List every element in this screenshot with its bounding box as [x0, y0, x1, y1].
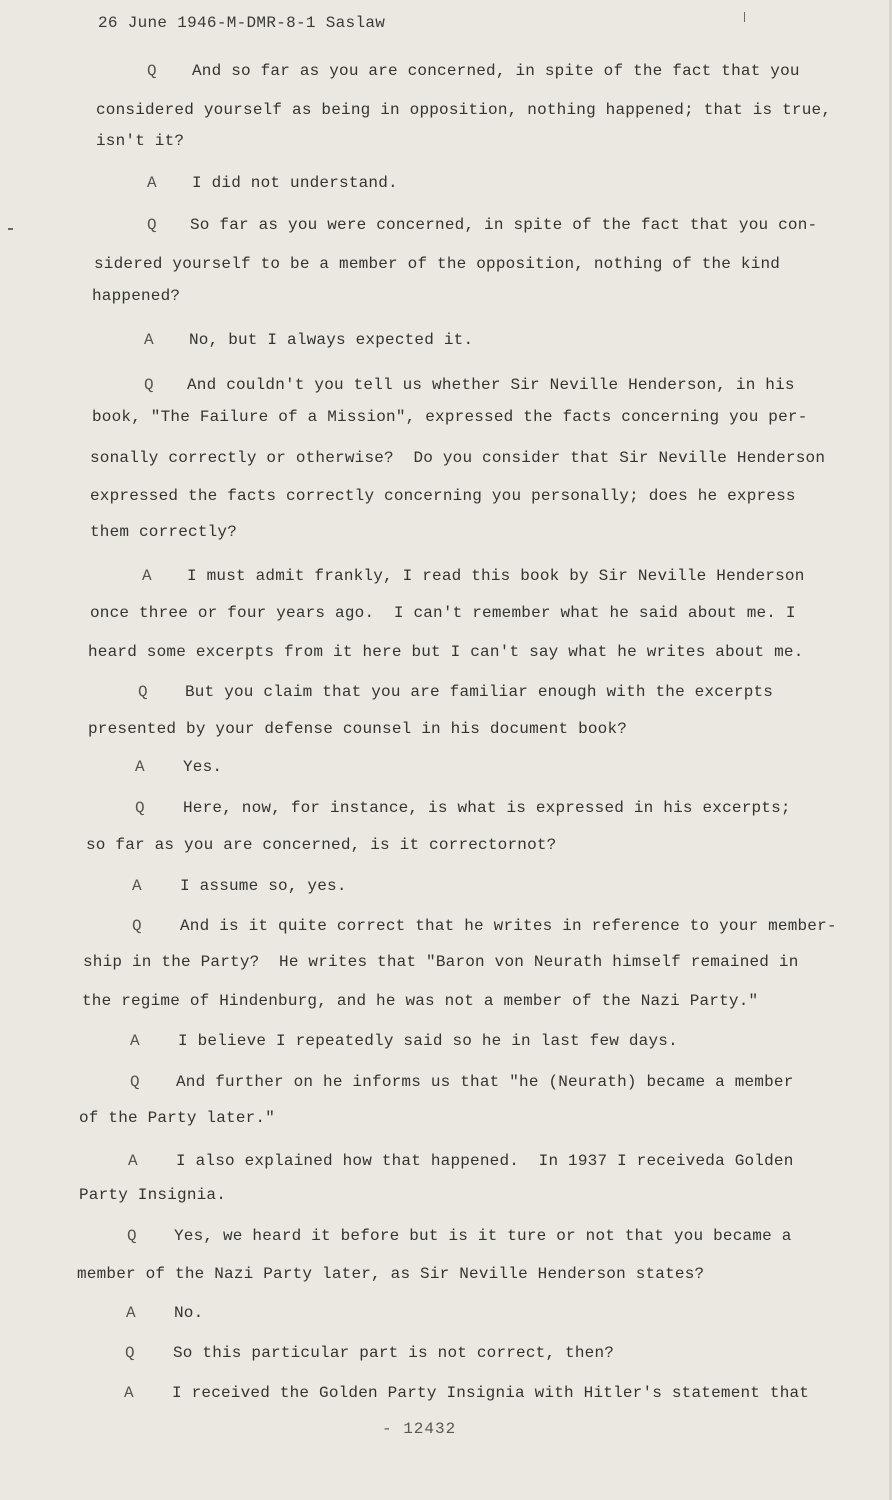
- transcript-line: I did not understand.: [192, 174, 398, 192]
- speaker-question-marker: Q: [144, 376, 154, 394]
- speaker-question-marker: Q: [147, 62, 157, 80]
- speaker-question-marker: Q: [127, 1227, 137, 1245]
- transcript-line: the regime of Hindenburg, and he was not a member of the Nazi Party.": [82, 992, 759, 1010]
- speaker-question-marker: Q: [125, 1344, 135, 1362]
- margin-mark-left: [8, 228, 13, 230]
- transcript-line: And so far as you are concerned, in spite of the fact that you: [192, 62, 800, 80]
- transcript-line: them correctly?: [90, 523, 238, 541]
- transcript-line: Party Insignia.: [79, 1186, 227, 1204]
- transcript-line: heard some excerpts from it here but I can't say what he writes about me.: [88, 643, 804, 661]
- transcript-line: happened?: [92, 287, 181, 305]
- transcript-line: Here, now, for instance, is what is expressed in his excerpts;: [183, 799, 791, 817]
- speaker-question-marker: Q: [147, 216, 157, 234]
- transcript-line: presented by your defense counsel in his document book?: [88, 720, 628, 738]
- transcript-line: Yes, we heard it before but is it ture or not that you became a: [174, 1227, 792, 1245]
- page-header: 26 June 1946-M-DMR-8-1 Saslaw: [98, 14, 386, 32]
- margin-mark-top: [744, 12, 745, 22]
- transcript-line: So this particular part is not correct, then?: [173, 1344, 615, 1362]
- transcript-line: book, "The Failure of a Mission", expressed the facts concerning you per-: [92, 408, 808, 426]
- transcript-line: ship in the Party? He writes that "Baron von Neurath himself remained in: [83, 953, 799, 971]
- transcript-line: of the Party later.": [79, 1109, 276, 1127]
- transcript-line: so far as you are concerned, is it correctornot?: [86, 836, 557, 854]
- speaker-question-marker: Q: [138, 683, 148, 701]
- transcript-line: So far as you were concerned, in spite of the fact that you con-: [190, 216, 818, 234]
- speaker-answer-marker: A: [130, 1032, 140, 1050]
- transcript-line: considered yourself as being in opposition, nothing happened; that is true,: [96, 101, 832, 119]
- speaker-answer-marker: A: [144, 331, 154, 349]
- speaker-answer-marker: A: [142, 567, 152, 585]
- transcript-line: I assume so, yes.: [180, 877, 347, 895]
- transcript-line: member of the Nazi Party later, as Sir Neville Henderson states?: [77, 1265, 705, 1283]
- transcript-line: And is it quite correct that he writes in reference to your member-: [180, 917, 837, 935]
- transcript-line: And further on he informs us that "he (Neurath) became a member: [176, 1073, 794, 1091]
- transcript-line: once three or four years ago. I can't remember what he said about me. I: [90, 604, 796, 622]
- transcript-line: sonally correctly or otherwise? Do you consider that Sir Neville Henderson: [90, 449, 826, 467]
- speaker-question-marker: Q: [132, 917, 142, 935]
- transcript-line: I received the Golden Party Insignia with Hitler's statement that: [172, 1384, 810, 1402]
- speaker-answer-marker: A: [126, 1304, 136, 1322]
- speaker-answer-marker: A: [147, 174, 157, 192]
- transcript-line: No.: [174, 1304, 204, 1322]
- transcript-line: And couldn't you tell us whether Sir Neville Henderson, in his: [187, 376, 795, 394]
- transcript-line: But you claim that you are familiar enough with the excerpts: [185, 683, 774, 701]
- transcript-line: sidered yourself to be a member of the opposition, nothing of the kind: [94, 255, 781, 273]
- speaker-answer-marker: A: [124, 1384, 134, 1402]
- page-number: - 12432: [382, 1420, 457, 1438]
- speaker-answer-marker: A: [135, 758, 145, 776]
- transcript-line: expressed the facts correctly concerning you personally; does he express: [90, 487, 796, 505]
- speaker-answer-marker: A: [132, 877, 142, 895]
- transcript-line: I believe I repeatedly said so he in last few days.: [178, 1032, 678, 1050]
- transcript-line: I also explained how that happened. In 1937 I receiveda Golden: [176, 1152, 794, 1170]
- transcript-line: Yes.: [183, 758, 223, 776]
- transcript-line: isn't it?: [96, 132, 185, 150]
- speaker-question-marker: Q: [135, 799, 145, 817]
- speaker-answer-marker: A: [128, 1152, 138, 1170]
- speaker-question-marker: Q: [130, 1073, 140, 1091]
- transcript-line: No, but I always expected it.: [189, 331, 474, 349]
- transcript-line: I must admit frankly, I read this book by Sir Neville Henderson: [187, 567, 805, 585]
